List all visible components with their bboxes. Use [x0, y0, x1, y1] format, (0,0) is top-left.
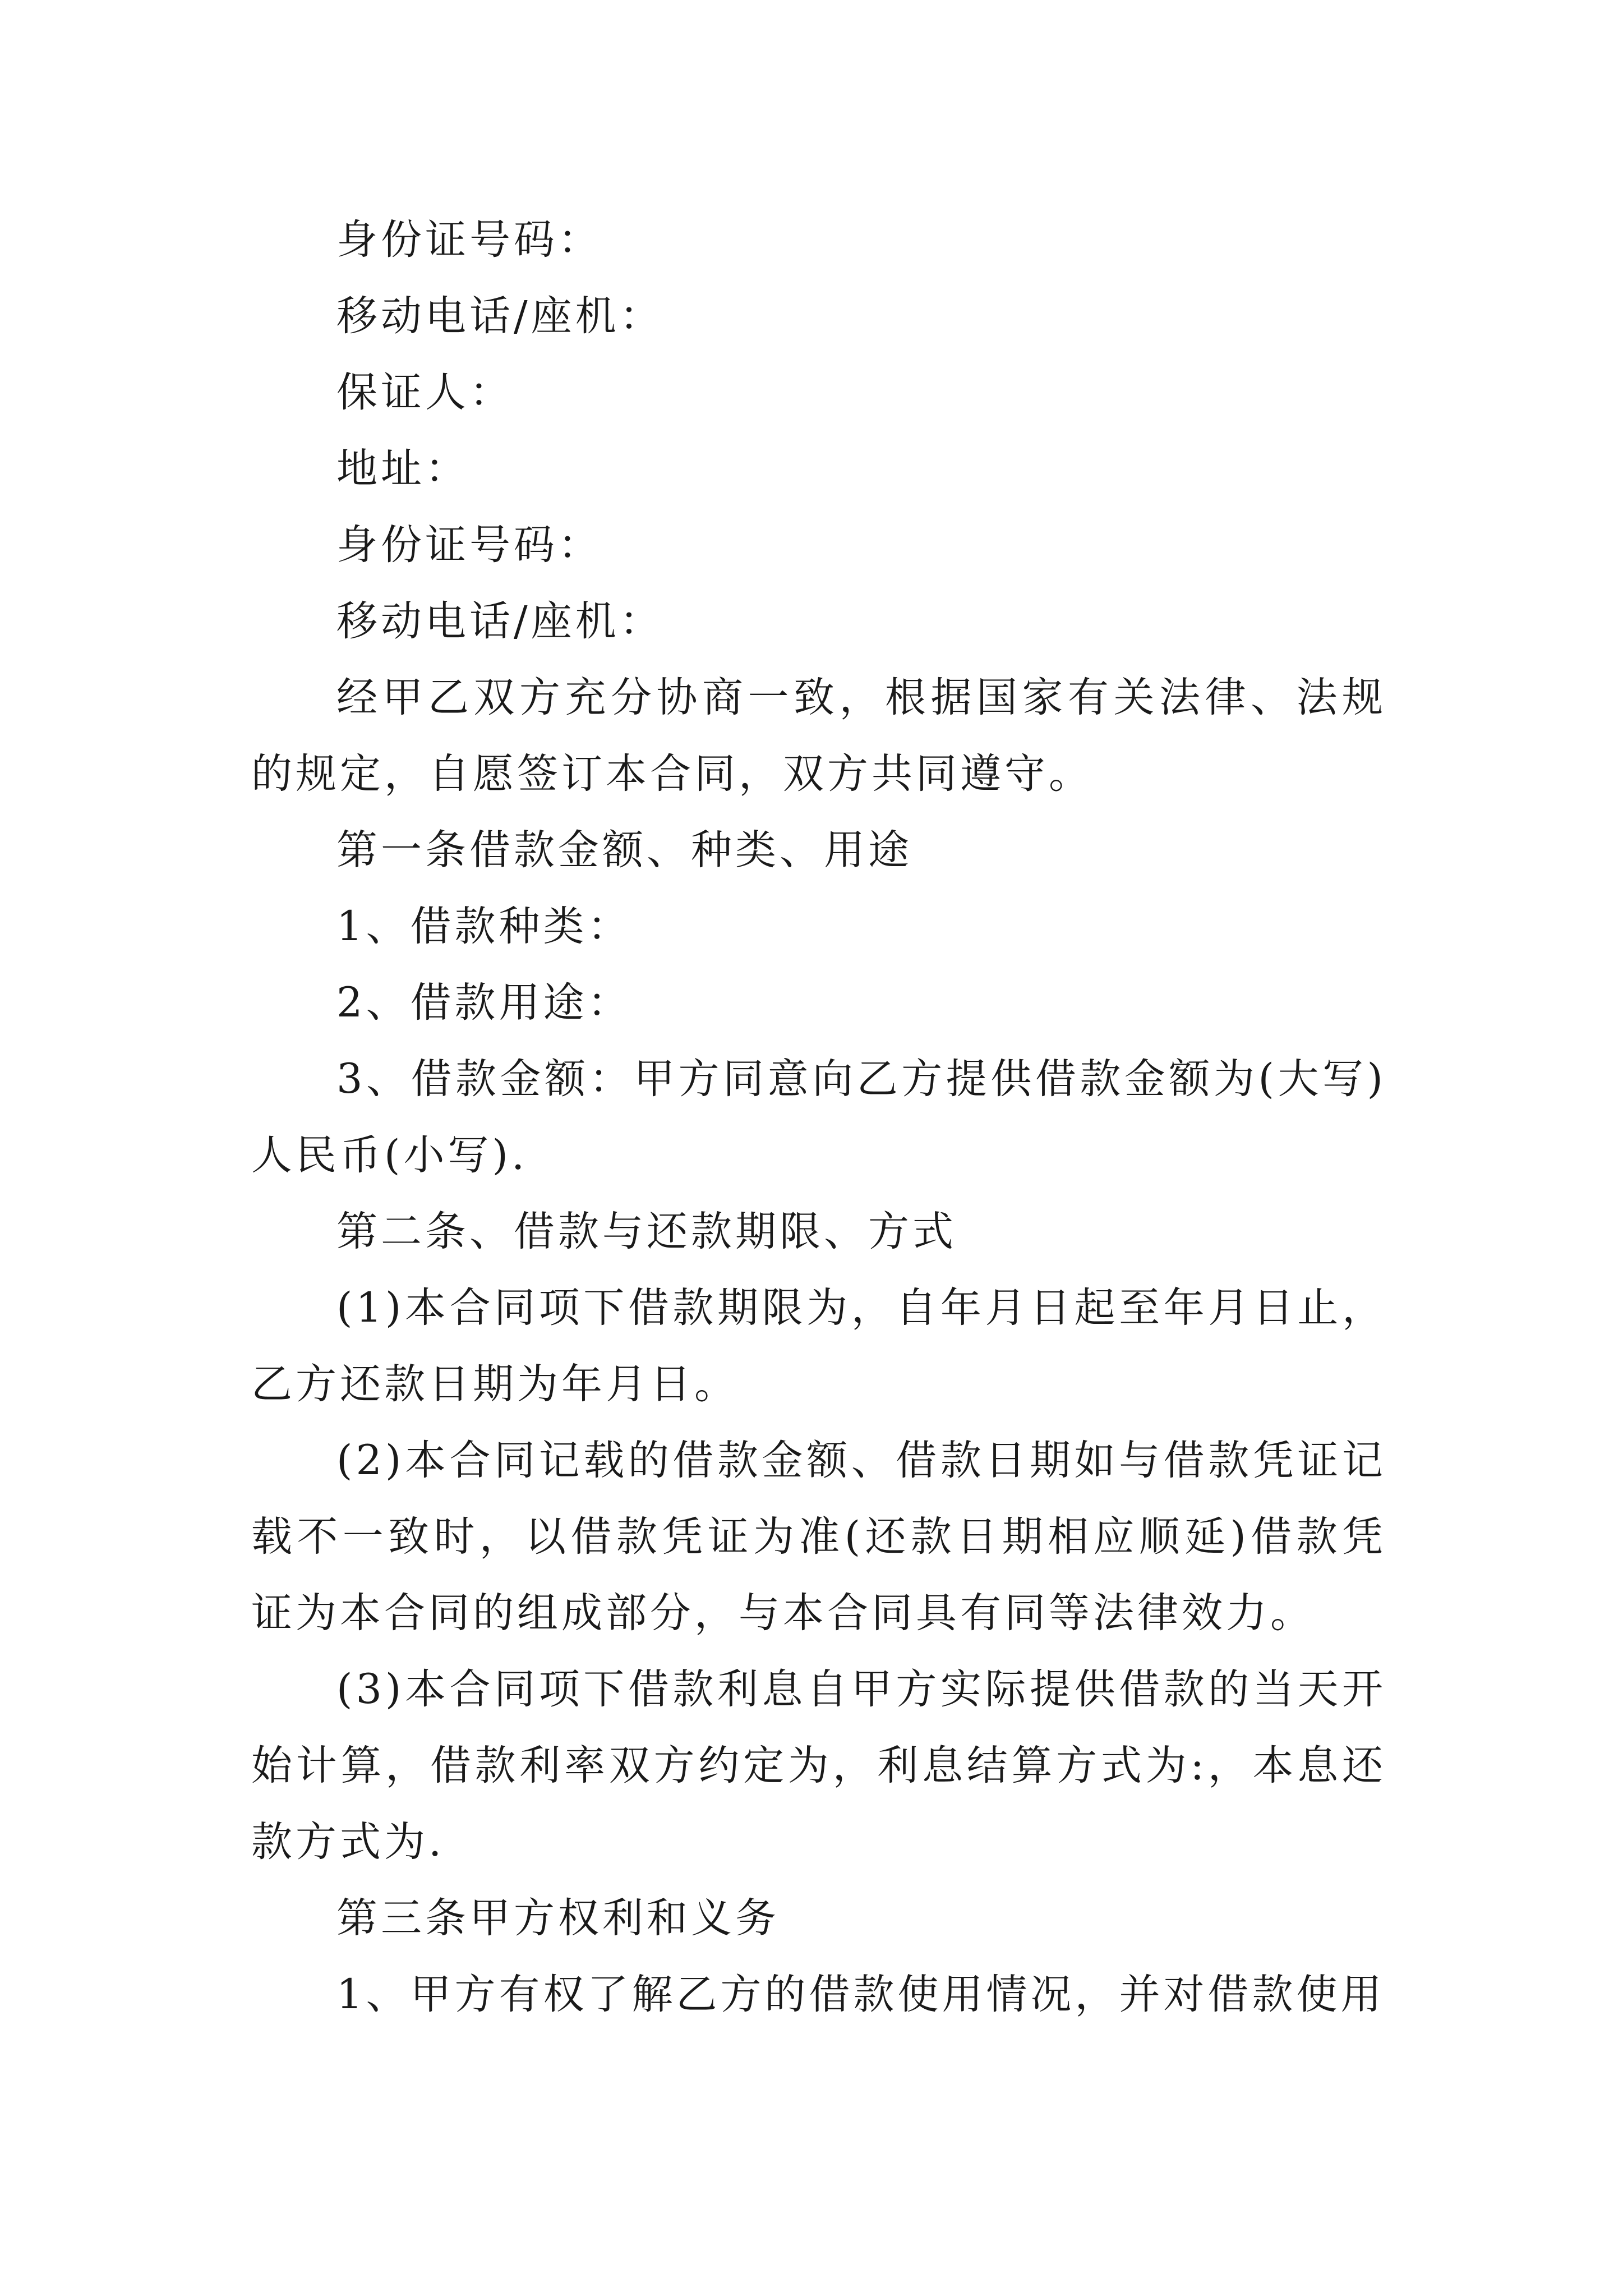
article-1-heading: 第一条借款金额、种类、用途: [336, 826, 912, 874]
article-3-heading: 第三条甲方权利和义务: [336, 1894, 780, 1942]
article-2-heading: 第二条、借款与还款期限、方式: [336, 1208, 957, 1255]
lender-rights-item: 1、甲方有权了解乙方的借款使用情况，并对借款使用: [336, 1971, 1385, 2018]
document-body: [251, 202, 1386, 2033]
guarantor-phone-label: 移动电话/座机：: [336, 597, 664, 645]
borrower-phone-label: 移动电话/座机：: [336, 292, 664, 340]
guarantor-id-number-label: 身份证号码：: [336, 521, 602, 569]
loan-term-clause: (1)本合同项下借款期限为，自年月日起至年月日止，乙方还款日期为年月日。: [251, 1284, 1386, 1408]
guarantor-address-label: 地址：: [336, 445, 469, 493]
guarantor-label: 保证人：: [336, 369, 514, 416]
loan-purpose-item: 2、借款用途：: [336, 979, 632, 1027]
borrower-id-number-label: 身份证号码：: [336, 216, 602, 264]
loan-type-item: 1、借款种类：: [336, 903, 632, 950]
loan-voucher-clause: (2)本合同记载的借款金额、借款日期如与借款凭证记载不一致时，以借款凭证为准(还款日期相应顺延)借款凭证为本合同的组成部分，与本合同具有同等法律效力。: [251, 1437, 1386, 1637]
interest-clause: (3)本合同项下借款利息自甲方实际提供借款的当天开始计算，借款利率双方约定为，利息结算方式为:，本息还款方式为.: [251, 1665, 1386, 1866]
agreement-preamble: 经甲乙双方充分协商一致，根据国家有关法律、法规的规定，自愿签订本合同，双方共同遵守。: [251, 674, 1386, 798]
loan-amount-item: 3、借款金额：甲方同意向乙方提供借款金额为(大写)人民币(小写).: [251, 1055, 1386, 1179]
